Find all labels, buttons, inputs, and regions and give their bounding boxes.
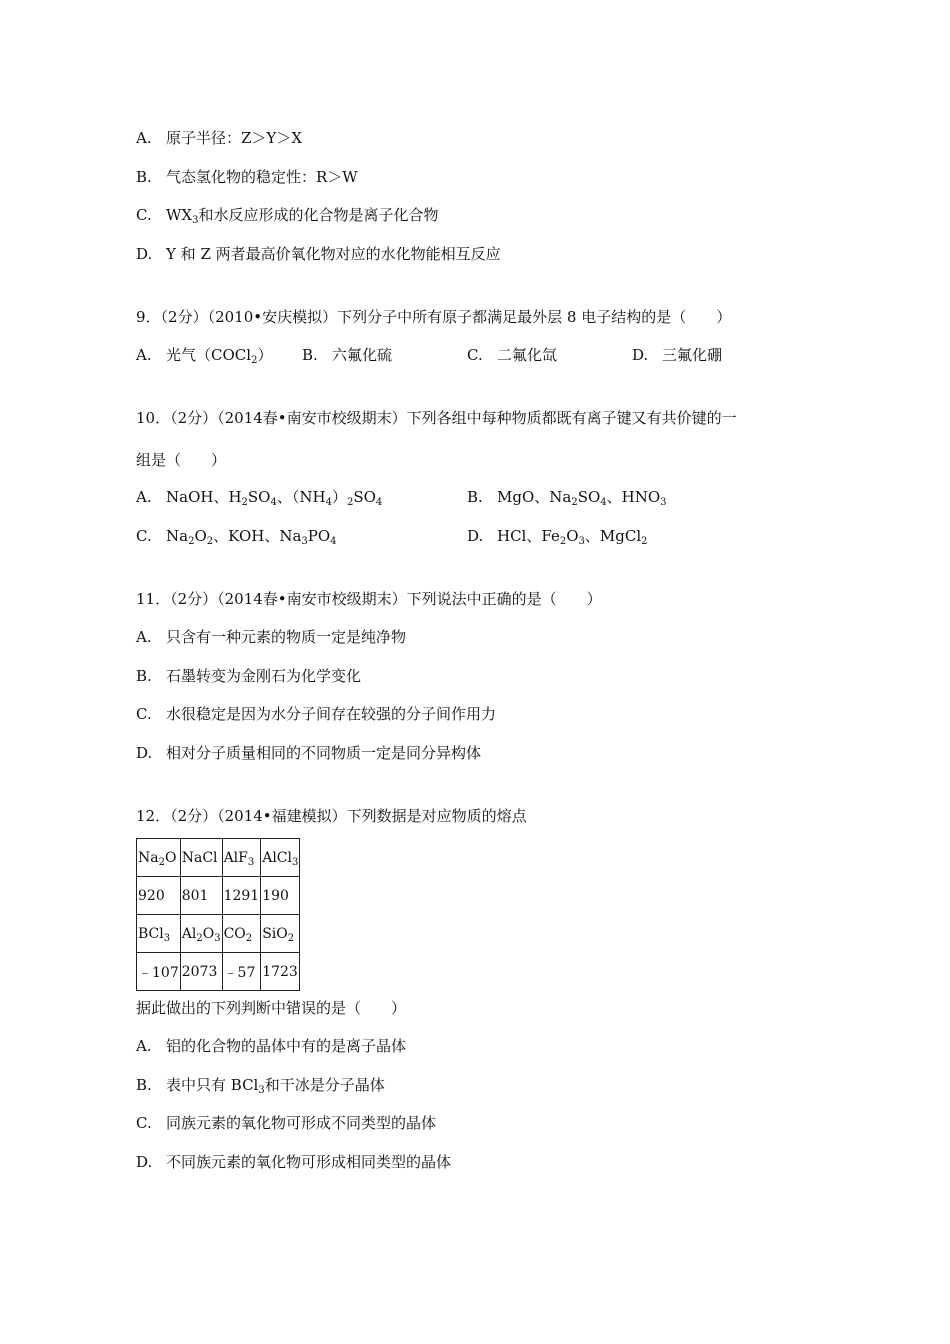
option-text: 光气（COCl [166, 346, 252, 364]
option-label: B. [467, 488, 483, 506]
subscript: 2 [559, 536, 567, 547]
q8-option-b [136, 167, 358, 187]
option-text: 和干冰是分子晶体 [264, 1076, 385, 1094]
subscript: 2 [571, 497, 578, 508]
q12-followup: 据此做出的下列判断中错误的是（ ） [136, 999, 407, 1017]
table-cell: $CO_2$ [222, 915, 261, 953]
option-text: 铝的化合物的晶体中有的是离子晶体 [166, 1037, 407, 1055]
q9-option-a [136, 345, 272, 365]
table-cell: 2073 [180, 953, 222, 991]
table-cell: AlF$_3$ [222, 839, 261, 877]
option-label: A. [136, 129, 152, 147]
option-text: 六氟化硫 [332, 346, 393, 364]
table-cell: ﹣107 [137, 953, 181, 991]
table-row [137, 839, 300, 877]
option-label: C. [136, 1114, 152, 1132]
subscript: 3 [258, 1085, 265, 1096]
option-label: A. [136, 346, 152, 364]
option-label: A. [136, 488, 152, 506]
q9-option-d [632, 345, 722, 365]
table-cell: 1723 [261, 953, 300, 991]
formula-text: HCl、Fe [497, 527, 560, 545]
option-label: B. [136, 667, 152, 685]
table-cell: SiO$_2$ [261, 915, 300, 953]
subscript: 4 [375, 497, 383, 508]
formula-text: 、HNO [606, 488, 661, 506]
q11-option-b [136, 666, 361, 686]
option-label: D. [467, 527, 484, 545]
formula-text: O [194, 527, 207, 545]
table-row [137, 915, 300, 953]
table-row [137, 953, 300, 991]
option-label: A. [136, 628, 152, 646]
option-text: ） [257, 346, 273, 364]
option-text: 石墨转变为金刚石为化学变化 [166, 667, 362, 685]
table-cell: 1291 [222, 877, 261, 915]
option-text: 同族元素的氧化物可形成不同类型的晶体 [166, 1114, 437, 1132]
formula-text: Na [166, 527, 189, 545]
q10-option-b [467, 487, 667, 507]
table-cell: 920 [137, 877, 181, 915]
subscript: 2 [188, 536, 195, 547]
q12-option-c [136, 1113, 436, 1133]
q11-option-a [136, 627, 406, 647]
subscript: 2 [641, 536, 648, 547]
subscript: 4 [330, 536, 337, 547]
option-label: B. [302, 346, 318, 364]
option-text: 水很稳定是因为水分子间存在较强的分子间作用力 [166, 705, 497, 723]
formula-text: MgO、Na [497, 488, 572, 506]
table-cell: 190 [261, 877, 300, 915]
formula-text: 、KOH、Na [213, 527, 302, 545]
q9-option-b [302, 345, 392, 365]
option-text: 和水反应形成的化合物是离子化合物 [198, 206, 439, 224]
formula-text: SO [577, 488, 601, 506]
subscript: 4 [600, 497, 607, 508]
formula-text: 、（NH [276, 488, 326, 506]
option-label: C. [136, 705, 152, 723]
q11-stem: 11．（2分）（2014春•南安市校级期末）下列说法中正确的是（ ） [136, 590, 602, 608]
q10-option-c [136, 526, 337, 546]
option-label: D. [136, 245, 153, 263]
q11-option-c [136, 704, 496, 724]
q10-option-a [136, 487, 382, 507]
formula-text: PO [307, 527, 331, 545]
q12-option-a [136, 1036, 406, 1056]
formula-text: SO [247, 488, 271, 506]
formula-text: WX [166, 206, 193, 224]
formula-text: ） [331, 488, 347, 506]
option-text: 气态氢化物的稳定性：R＞W [166, 168, 358, 186]
q8-option-a [136, 128, 302, 148]
q12-option-d [136, 1152, 451, 1172]
q10-option-d [467, 526, 648, 546]
table-cell: 801 [180, 877, 222, 915]
option-text: 不同族元素的氧化物可形成相同类型的晶体 [166, 1153, 452, 1171]
table-cell: $Al_2O_3$ [180, 915, 222, 953]
subscript: 3 [578, 536, 585, 547]
formula-text: 、MgCl [584, 527, 642, 545]
table-cell: NaCl [180, 839, 222, 877]
option-text: 表中只有 BCl [166, 1076, 259, 1094]
q11-option-d [136, 743, 481, 763]
option-label: C. [136, 206, 152, 224]
formula-text: NaOH、H [166, 488, 242, 506]
q12-stem: 12．（2分）（2014•福建模拟）下列数据是对应物质的熔点 [136, 807, 527, 825]
option-text: 只含有一种元素的物质一定是纯净物 [166, 628, 407, 646]
option-text: 相对分子质量相同的不同物质一定是同分异构体 [166, 744, 482, 762]
option-label: B. [136, 168, 152, 186]
q8-option-d [136, 244, 501, 264]
subscript: 4 [270, 497, 277, 508]
table-cell: $Na_2O$ [137, 839, 181, 877]
table-row [137, 877, 300, 915]
q9-stem: 9．（2分）（2010•安庆模拟）下列分子中所有原子都满足最外层 8 电子结构的是（ ） [136, 308, 732, 326]
option-text: 三氟化硼 [662, 346, 723, 364]
melting-point-table [136, 838, 300, 991]
table-cell: AlCl$_3$ [261, 839, 300, 877]
q10-stem-line2: 组是（ ） [136, 451, 227, 469]
option-label: D. [632, 346, 649, 364]
option-label: A. [136, 1037, 152, 1055]
option-label: D. [136, 744, 153, 762]
subscript: 2 [251, 355, 258, 366]
option-label: C. [467, 346, 483, 364]
option-text: Y 和 Z 两者最高价氧化物对应的水化物能相互反应 [166, 245, 501, 263]
subscript: 3 [660, 497, 667, 508]
option-label: B. [136, 1076, 152, 1094]
subscript: 4 [325, 497, 332, 508]
subscript: 3 [192, 215, 199, 226]
formula-text: O [566, 527, 579, 545]
option-text: 原子半径：Z＞Y＞X [166, 129, 303, 147]
q9-option-c [467, 345, 557, 365]
formula-text: SO [353, 488, 376, 506]
option-text: 二氟化氙 [497, 346, 558, 364]
subscript: 2 [346, 497, 354, 508]
option-label: D. [136, 1153, 153, 1171]
subscript: 2 [206, 536, 214, 547]
subscript: 3 [301, 536, 308, 547]
table-cell: BCl$_3$ [137, 915, 181, 953]
q8-option-c [136, 205, 439, 225]
subscript: 2 [241, 497, 248, 508]
table-cell: ﹣57 [222, 953, 261, 991]
q12-option-b [136, 1075, 385, 1095]
option-label: C. [136, 527, 152, 545]
q10-stem-line1: 10．（2分）（2014春•南安市校级期末）下列各组中每种物质都既有离子键又有共价键的一 [136, 409, 737, 427]
